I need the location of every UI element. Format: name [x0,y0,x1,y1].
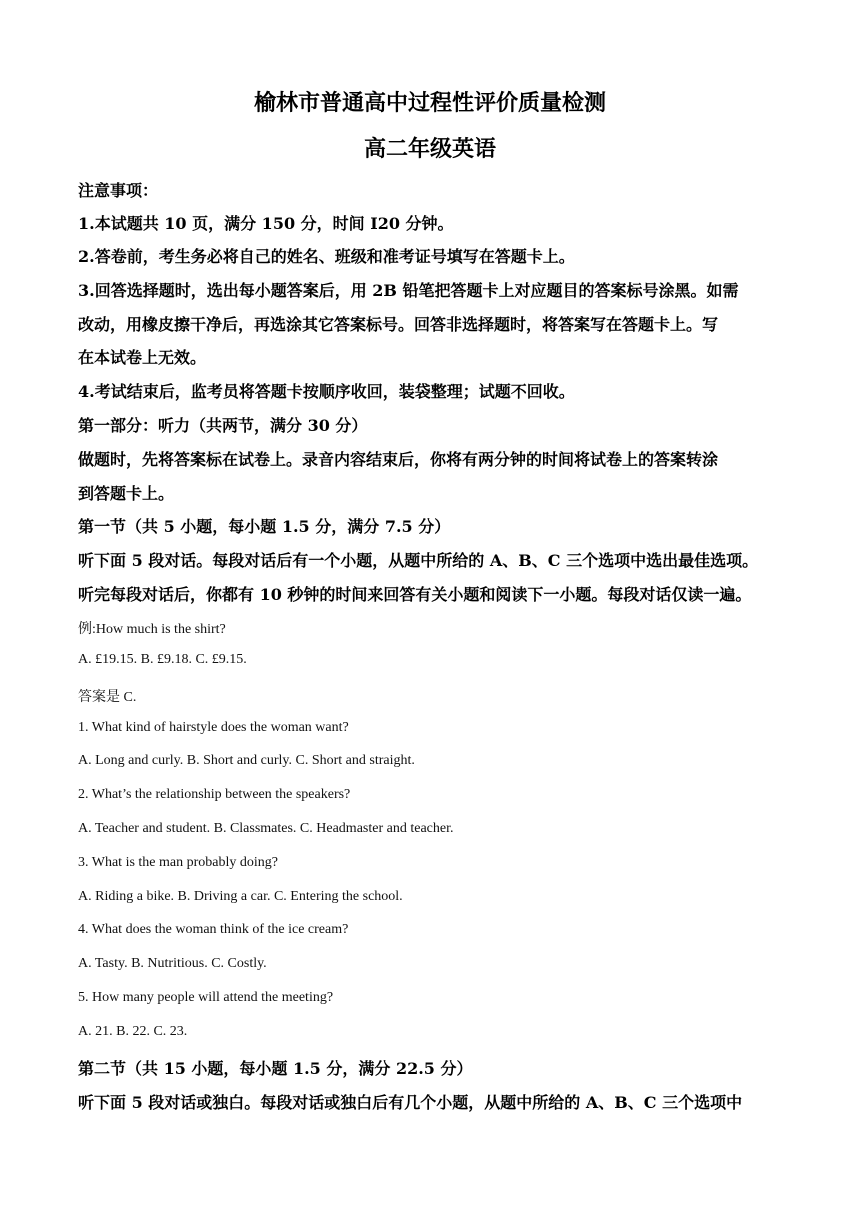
notice-line: 1.本试题共 10 页，满分 150 分，时间 I20 分钟。 [78,214,454,233]
section1-instruction: 听完每段对话后，你都有 10 秒钟的时间来回答有关小题和阅读下一小题。每段对话仅读一遍。 [78,585,752,604]
section2-heading: 第二节（共 15 小题，每小题 1.5 分，满分 22.5 分） [78,1059,473,1078]
page-subtitle: 高二年级英语 [363,136,496,162]
question-options: A. Tasty. B. Nutritious. C. Costly. [78,956,267,971]
question-options: A. Teacher and student. B. Classmates. C. Headmaster and teacher. [78,821,454,836]
question-text: 1. What kind of hairstyle does the woman want? [78,720,349,735]
question-text: 3. What is the man probably doing? [78,855,278,870]
question-options: A. Riding a bike. B. Driving a car. C. Entering the school. [78,889,403,904]
part1-heading: 第一部分：听力（共两节，满分 30 分） [78,416,368,435]
question-options: A. 21. B. 22. C. 23. [78,1024,188,1039]
question-options: A. Long and curly. B. Short and curly. C. Short and straight. [78,753,415,768]
section1-instruction: 听下面 5 段对话。每段对话后有一个小题，从题中所给的 A、B、C 三个选项中选出最佳选项。 [78,551,759,570]
notice-line: 4.考试结束后，监考员将答题卡按顺序收回，装袋整理；试题不回收。 [78,382,575,401]
example-question: 例:How much is the shirt? [78,622,226,637]
part1-instruction: 做题时，先将答案标在试卷上。录音内容结束后，你将有两分钟的时间将试卷上的答案转涂 [78,450,719,469]
section1-heading: 第一节（共 5 小题，每小题 1.5 分，满分 7.5 分） [78,517,451,536]
notice-heading: 注意事项： [78,181,159,200]
notice-line: 在本试卷上无效。 [78,348,207,367]
question-text: 5. How many people will attend the meeting? [78,990,334,1005]
example-options: A. £19.15. B. £9.18. C. £9.15. [78,652,247,667]
question-text: 4. What does the woman think of the ice cream? [78,922,349,937]
part1-instruction: 到答题卡上。 [78,484,175,503]
page-title: 榆林市普通高中过程性评价质量检测 [253,90,606,116]
question-text: 2. What’s the relationship between the speakers? [78,787,351,802]
notice-line: 3.回答选择题时，选出每小题答案后，用 2B 铅笔把答题卡上对应题目的答案标号涂黑。如需 [78,281,739,300]
notice-line: 改动，用橡皮擦干净后，再选涂其它答案标号。回答非选择题时，将答案写在答题卡上。写 [78,315,719,334]
notice-line: 2.答卷前，考生务必将自己的姓名、班级和准考证号填写在答题卡上。 [78,247,575,266]
section2-instruction: 听下面 5 段对话或独白。每段对话或独白后有几个小题，从题中所给的 A、B、C 三个选项中 [78,1093,743,1112]
example-answer: 答案是 C. [78,690,137,705]
